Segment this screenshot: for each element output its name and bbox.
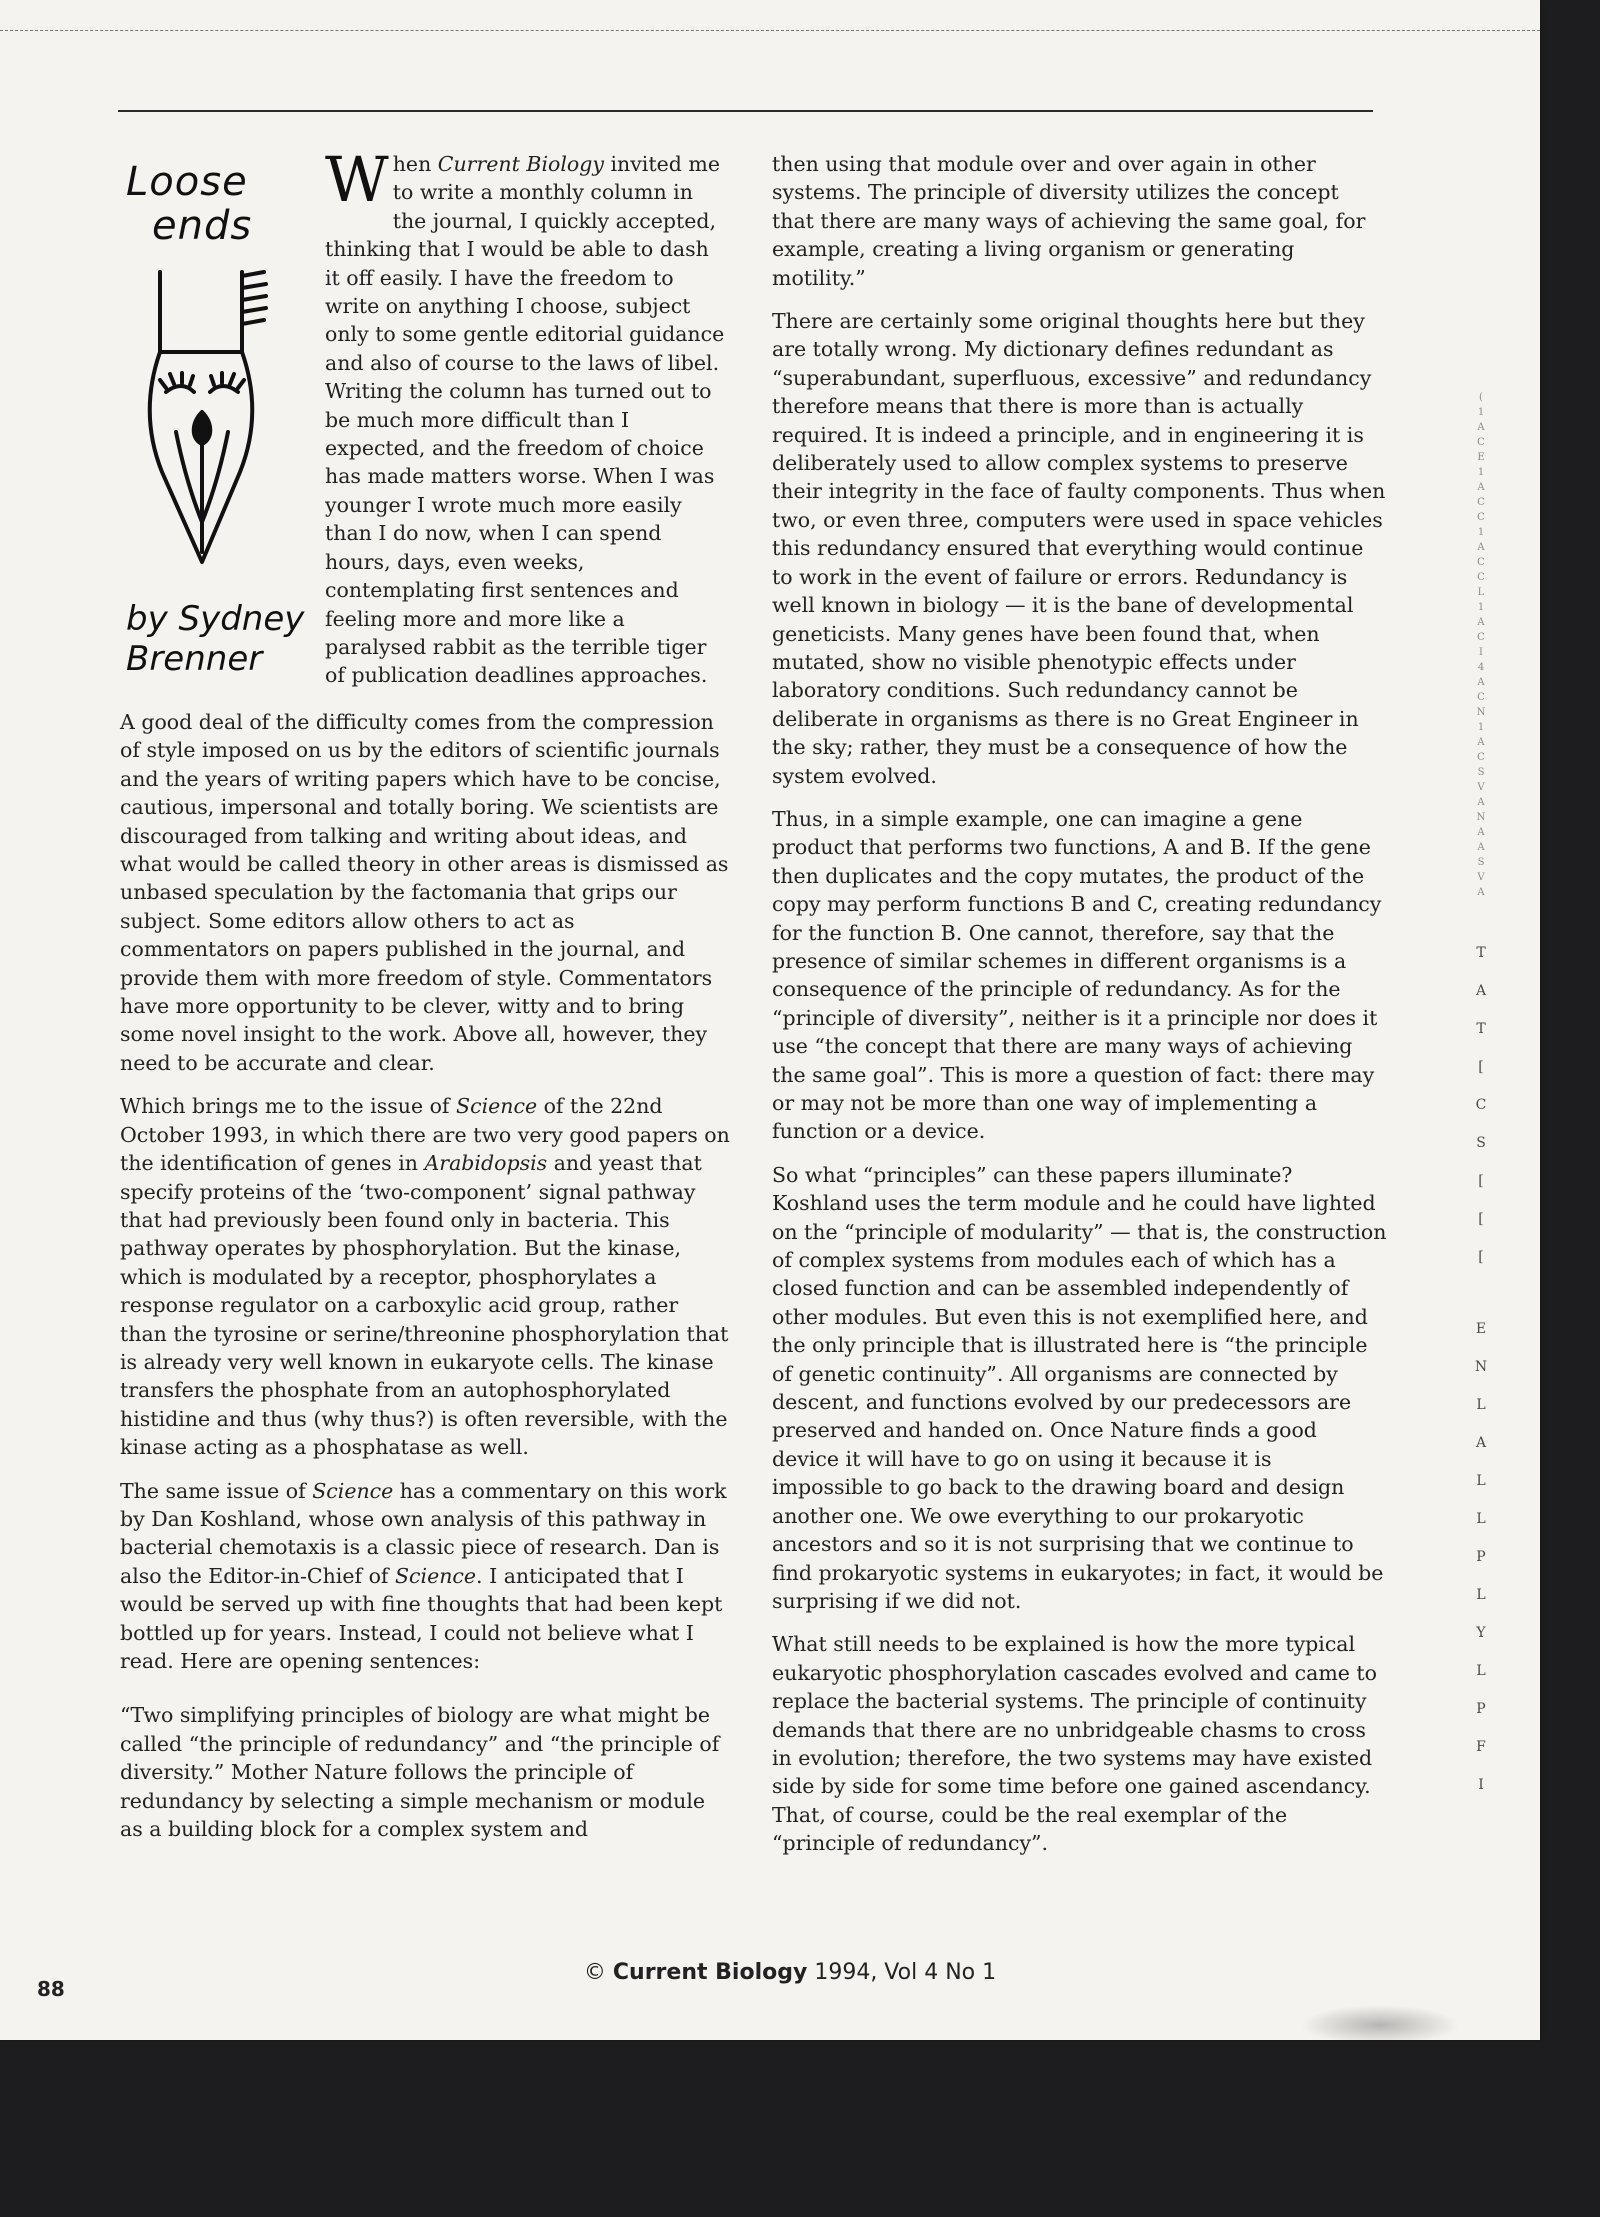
edge-fragment-mark-14: 1 <box>1477 602 1485 613</box>
edge-fragment-mark-27: A <box>1477 797 1485 808</box>
left-column <box>120 708 730 1843</box>
edge-fragment-a-2: T <box>1476 1021 1486 1037</box>
edge-fragment-mark-17: I <box>1479 647 1483 658</box>
pen-nib-face-icon <box>130 262 280 592</box>
edge-fragment-a-4: C <box>1475 1097 1487 1113</box>
edge-fragment-mark-1: 1 <box>1477 407 1485 418</box>
edge-fragment-mark-10: A <box>1477 542 1485 553</box>
edge-fragment-mark-22: 1 <box>1477 722 1485 733</box>
edge-fragment-mark-16: C <box>1477 632 1485 643</box>
intro-column <box>325 143 730 690</box>
edge-fragment-mark-18: 4 <box>1477 662 1485 673</box>
quotation-start: “Two simplifying principles of biology are what might be called “the principle of redundancy” and “the principle of diversity.” Mother Nature follows the principle of redundancy by selecting a simple mechanism or module as a building block for a complex system and <box>120 1703 720 1842</box>
edge-fragment-mark-3: C <box>1477 437 1485 448</box>
edge-fragment-mark-11: C <box>1477 557 1485 568</box>
edge-fragment-mark-31: S <box>1477 857 1485 868</box>
adjacent-page-fragment <box>1468 390 1494 1970</box>
edge-fragment-b-11: F <box>1476 1739 1486 1755</box>
column-title-line2: ends <box>152 203 253 249</box>
edge-fragment-mark-29: A <box>1477 827 1485 838</box>
paragraph-r5: What still needs to be explained is how the more typical eukaryotic phosphorylation cascades evolved and came to replace the bacterial systems. The principle of continuity demands that there are no unbridgeable chasms to cross in evolution; therefore, the two systems may have existed side by side for some time before one gained ascendancy. That, of course, could be the real exemplar of the “principle of redundancy”. <box>772 1632 1377 1856</box>
edge-fragment-mark-23: A <box>1477 737 1485 748</box>
edge-fragment-b-3: A <box>1475 1435 1487 1451</box>
footer-journal: Current Biology <box>612 1960 808 1985</box>
edge-fragment-a-1: A <box>1475 983 1487 999</box>
edge-fragment-b-7: L <box>1476 1587 1486 1603</box>
edge-fragment-mark-13: L <box>1477 587 1485 598</box>
edge-fragment-mark-2: A <box>1477 422 1485 433</box>
edge-fragment-mark-12: C <box>1477 572 1485 583</box>
byline-line1: by Sydney <box>126 599 305 639</box>
edge-fragment-mark-32: V <box>1477 872 1485 883</box>
drop-cap: W <box>325 143 389 216</box>
paragraph-r2: There are certainly some original thoughts here but they are totally wrong. My dictionary defines redundant as “superabundant, superfluous, excessive” and redundancy therefore means that there is more than is actually required. It is indeed a principle, and in engineering it is deliberately used to allow complex systems to preserve their integrity in the face of faulty components. Thus when two, or even three, computers were used in space vehicles this redundancy ensured that everything would continue to work in the event of failure or errors. Redundancy is well known in biology — it is the bane of developmental geneticists. Many genes have been found that, when mutated, show no visible phenotypic effects under laboratory conditions. Such redundancy cannot be deliberate in organisms as there is no Great Engineer in the sky; rather, they must be a consequence of how the system evolved. <box>772 309 1386 788</box>
quotation-end: then using that module over and over again in other systems. The principle of diversity utilizes the concept that there are many ways of achieving the same goal, for example, creating a living organism or generating motility.” <box>772 152 1366 290</box>
edge-fragment-b-2: L <box>1476 1397 1486 1413</box>
edge-fragment-a-6: [ <box>1478 1173 1484 1189</box>
edge-fragment-b-0: E <box>1475 1321 1487 1337</box>
edge-fragment-mark-25: S <box>1477 767 1485 778</box>
paragraph-r3: Thus, in a simple example, one can imagine a gene product that performs two functions, A and B. If the gene then duplicates and the copy mutates, the product of the copy may perform functions B and C, creating redundancy for the function B. One cannot, therefore, say that the presence of similar schemes in different organisms is a consequence of the principle of redundancy. As for the “principle of diversity”, neither is it a principle nor does it use “the concept that there are many ways of achieving the same goal”. This is more a question of fact: there may or may not be more than one way of implementing a function or a device. <box>772 806 1382 1144</box>
edge-fragment-b-1: N <box>1474 1359 1488 1375</box>
edge-fragment-mark-19: A <box>1477 677 1485 688</box>
page-number: 88 <box>37 1977 65 2001</box>
edge-fragment-mark-28: N <box>1476 812 1486 823</box>
column-masthead <box>118 159 318 692</box>
intro-paragraph: When Current Biology invited me to write a monthly column in the journal, I quickly accepted, thinking that I would be able to dash it off easily. I have the freedom to write on anything I choose, subject only to some gentle editorial guidance and also of course to the laws of libel. Writing the column has turned out to be much more difficult than I expected, and the freedom of choice has made matters worse. When I was younger I wrote much more easily than I do now, when I can spend hours, days, even weeks, contemplating first sentences and feeling more and more like a paralysed rabbit as the terrible tiger of publication deadlines approaches. <box>325 143 725 688</box>
edge-fragment-a-3: [ <box>1478 1059 1484 1075</box>
edge-fragment-mark-30: A <box>1477 842 1485 853</box>
edge-fragment-mark-21: N <box>1476 707 1486 718</box>
edge-fragment-b-9: L <box>1476 1663 1486 1679</box>
right-column <box>772 150 1387 1858</box>
edge-fragment-mark-4: E <box>1477 452 1485 463</box>
footer-volume: 1994, Vol 4 No 1 <box>814 1960 997 1985</box>
edge-fragment-b-6: P <box>1476 1549 1486 1565</box>
footer-citation <box>0 1960 1540 1985</box>
edge-fragment-a-0: T <box>1476 945 1486 961</box>
edge-fragment-mark-9: 1 <box>1477 527 1485 538</box>
edge-fragment-mark-5: 1 <box>1477 467 1485 478</box>
copyright-symbol: © <box>583 1960 606 1985</box>
column-title-line1: Loose <box>126 159 248 205</box>
scan-edge-rule <box>0 30 1540 31</box>
edge-fragment-mark-7: C <box>1477 497 1485 508</box>
edge-fragment-mark-0: ( <box>1479 392 1483 403</box>
header-rule <box>118 110 1373 112</box>
edge-fragment-mark-20: C <box>1477 692 1485 703</box>
edge-fragment-mark-26: V <box>1477 782 1485 793</box>
paragraph-3: Which brings me to the issue of Science of the 22nd October 1993, in which there are two very good papers on the identification of genes in Arabidopsis and yeast that specify proteins of the ‘two-component’ signal pathway that had previously been found only in bacteria. This pathway operates by phosphorylation. But the kinase, which is modulated by a receptor, phosphorylates a response regulator on a carboxylic acid group, rather than the tyrosine or serine/threonine phosphorylation that is already very well known in eukaryote cells. The kinase transfers the phosphate from an autophosphorylated histidine and thus (why thus?) is often reversible, with the kinase acting as a phosphatase as well. <box>120 1094 730 1460</box>
edge-fragment-mark-6: A <box>1477 482 1485 493</box>
edge-fragment-b-4: L <box>1476 1473 1486 1489</box>
edge-fragment-mark-15: A <box>1477 617 1485 628</box>
paragraph-4: The same issue of Science has a commentary on this work by Dan Koshland, whose own analysis of this pathway in bacterial chemotaxis is a classic piece of research. Dan is also the Editor-in-Chief of Science. I anticipated that I would be served up with fine thoughts that had been kept bottled up for years. Instead, I could not believe what I read. Here are opening sentences: <box>120 1478 727 1673</box>
paragraph-r4: So what “principles” can these papers illuminate? Koshland uses the term module and he could have lighted on the “principle of modularity” — that is, the construction of complex systems from modules each of which has a closed function and can be assembled independently of other modules. But even this is not exemplified here, and the only principle that is illustrated here is “the principle of genetic continuity”. All organisms are connected by descent, and functions evolved by our predecessors are preserved and handed on. Once Nature finds a good device it will have to go on using it because it is impossible to go back to the drawing board and design another one. We owe everything to our prokaryotic ancestors and so it is not surprising that we continue to find prokaryotic systems in eukaryotes; in fact, it would be surprising if we did not. <box>772 1162 1387 1613</box>
scan-smudge <box>1300 2005 1460 2040</box>
edge-fragment-a-7: [ <box>1478 1211 1484 1227</box>
edge-fragment-a-8: [ <box>1478 1249 1484 1265</box>
edge-fragment-mark-33: A <box>1477 887 1485 898</box>
edge-fragment-mark-8: C <box>1477 512 1485 523</box>
paragraph-2: A good deal of the difficulty comes from the compression of style imposed on us by the editors of scientific journals and the years of writing papers which have to be concise, cautious, impersonal and totally boring. We scientists are discouraged from talking and writing about ideas, and what would be called theory in other areas is dismissed as unbased speculation by the factomania that grips our subject. Some editors allow others to act as commentators on papers published in the journal, and provide them with more freedom of style. Commentators have more opportunity to be clever, witty and to bring some novel insight to the work. Above all, however, they need to be accurate and clear. <box>120 710 729 1075</box>
edge-fragment-mark-24: C <box>1477 752 1485 763</box>
edge-fragment-a-5: S <box>1476 1135 1486 1151</box>
edge-fragment-b-5: L <box>1476 1511 1486 1527</box>
edge-fragment-b-8: Y <box>1476 1625 1486 1641</box>
byline-line2: Brenner <box>126 639 263 679</box>
edge-fragment-b-12: I <box>1478 1777 1484 1793</box>
edge-fragment-b-10: P <box>1476 1701 1486 1717</box>
